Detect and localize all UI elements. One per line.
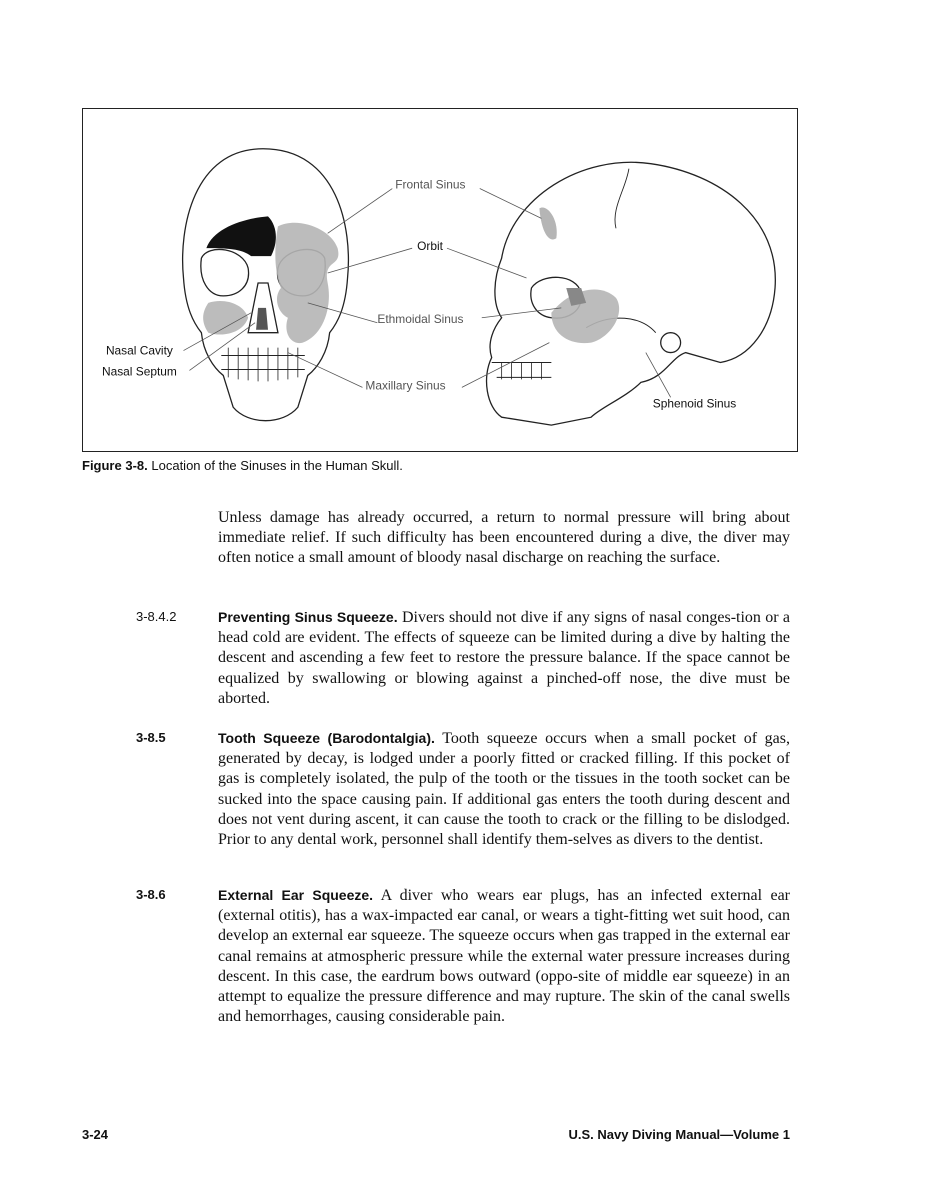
figure-caption <box>82 458 403 473</box>
page-number: 3-24 <box>82 1127 109 1142</box>
frontal-sinus-shape-side <box>539 207 556 239</box>
label-nasal-cavity: Nasal Cavity <box>105 343 173 358</box>
skull-figure <box>82 108 798 452</box>
section-paragraph-preventing-sinus-squeeze <box>218 607 790 709</box>
section-body: Divers should not dive if any signs of nasal conges-tion or a head cold are evident. The effects of squeeze can be limited during a dive by halting the descent and ascending a few feet to restore the pressure balance. If the space cannot be equalized by swallowing or blowing against a pinched-off nose, the dive must be aborted. <box>218 609 791 707</box>
label-nasal-septum: Nasal Septum <box>101 364 177 379</box>
frontal-sinus-shape-front <box>206 216 276 256</box>
lateral-skull-illustration <box>487 162 776 425</box>
intro-paragraph: Unless damage has already occurred, a return to normal pressure will bring about immediate relief. If such difficulty has been encountered during a dive, the diver may often notice a small amount of bloody nasal discharge on reaching the surface. <box>218 509 790 567</box>
section-heading: Tooth Squeeze (Barodontalgia). <box>218 730 435 746</box>
section-body: Tooth squeeze occurs when a small pocket of gas, generated by decay, is lodged under a poorly fitted or cracked filling. If this pocket of gas is completely isolated, the pulp of the tooth or the tissues in the tooth socket can be sucked into the space causing pain. If additional gas enters the tooth during descent and does not vent during ascent, it can cause the tooth to crack or the filling to be dislodged. Prior to any dental work, personnel shall identify them-selves as divers to the dentist. <box>218 730 790 849</box>
figure-number: Figure 3-8. <box>82 458 148 473</box>
section-number-3-8-5: 3-8.5 <box>136 730 166 745</box>
nasal-cavity-shape <box>256 308 268 330</box>
manual-title: U.S. Navy Diving Manual—Volume 1 <box>568 1127 790 1142</box>
ethmoidal-sphenoid-gray-side <box>551 290 619 344</box>
section-paragraph-tooth-squeeze <box>218 728 790 850</box>
label-ethmoidal-sinus: Ethmoidal Sinus <box>377 311 464 326</box>
figure-caption-text: Location of the Sinuses in the Human Skull. <box>151 458 403 473</box>
section-number-3-8-6: 3-8.6 <box>136 887 166 902</box>
sinus-gray-shape-front <box>275 223 338 343</box>
label-maxillary-sinus: Maxillary Sinus <box>365 378 446 393</box>
maxillary-gray-left <box>203 301 248 335</box>
label-orbit: Orbit <box>417 239 443 254</box>
section-body: A diver who wears ear plugs, has an infected external ear (external otitis), has a wax-impacted ear canal, or wears a tight-fitting wet suit hood, can develop an external ear squeeze. The squeeze occurs when gas trapped in the external ear canal remains at atmospheric pressure while the external water pressure increases during descent. In this case, the eardrum bows outward (oppo-site of middle ear squeeze) in an attempt to equalize the pressure difference and may rupture. The skin of the canal swells and hemorrhages, causing considerable pain. <box>218 887 790 1026</box>
section-heading: Preventing Sinus Squeeze. <box>218 609 398 625</box>
label-sphenoid-sinus: Sphenoid Sinus <box>652 396 737 411</box>
section-heading: External Ear Squeeze. <box>218 887 374 903</box>
section-number-3-8-4-2: 3-8.4.2 <box>136 609 177 624</box>
label-frontal-sinus: Frontal Sinus <box>395 177 466 192</box>
section-paragraph-external-ear-squeeze <box>218 885 790 1027</box>
